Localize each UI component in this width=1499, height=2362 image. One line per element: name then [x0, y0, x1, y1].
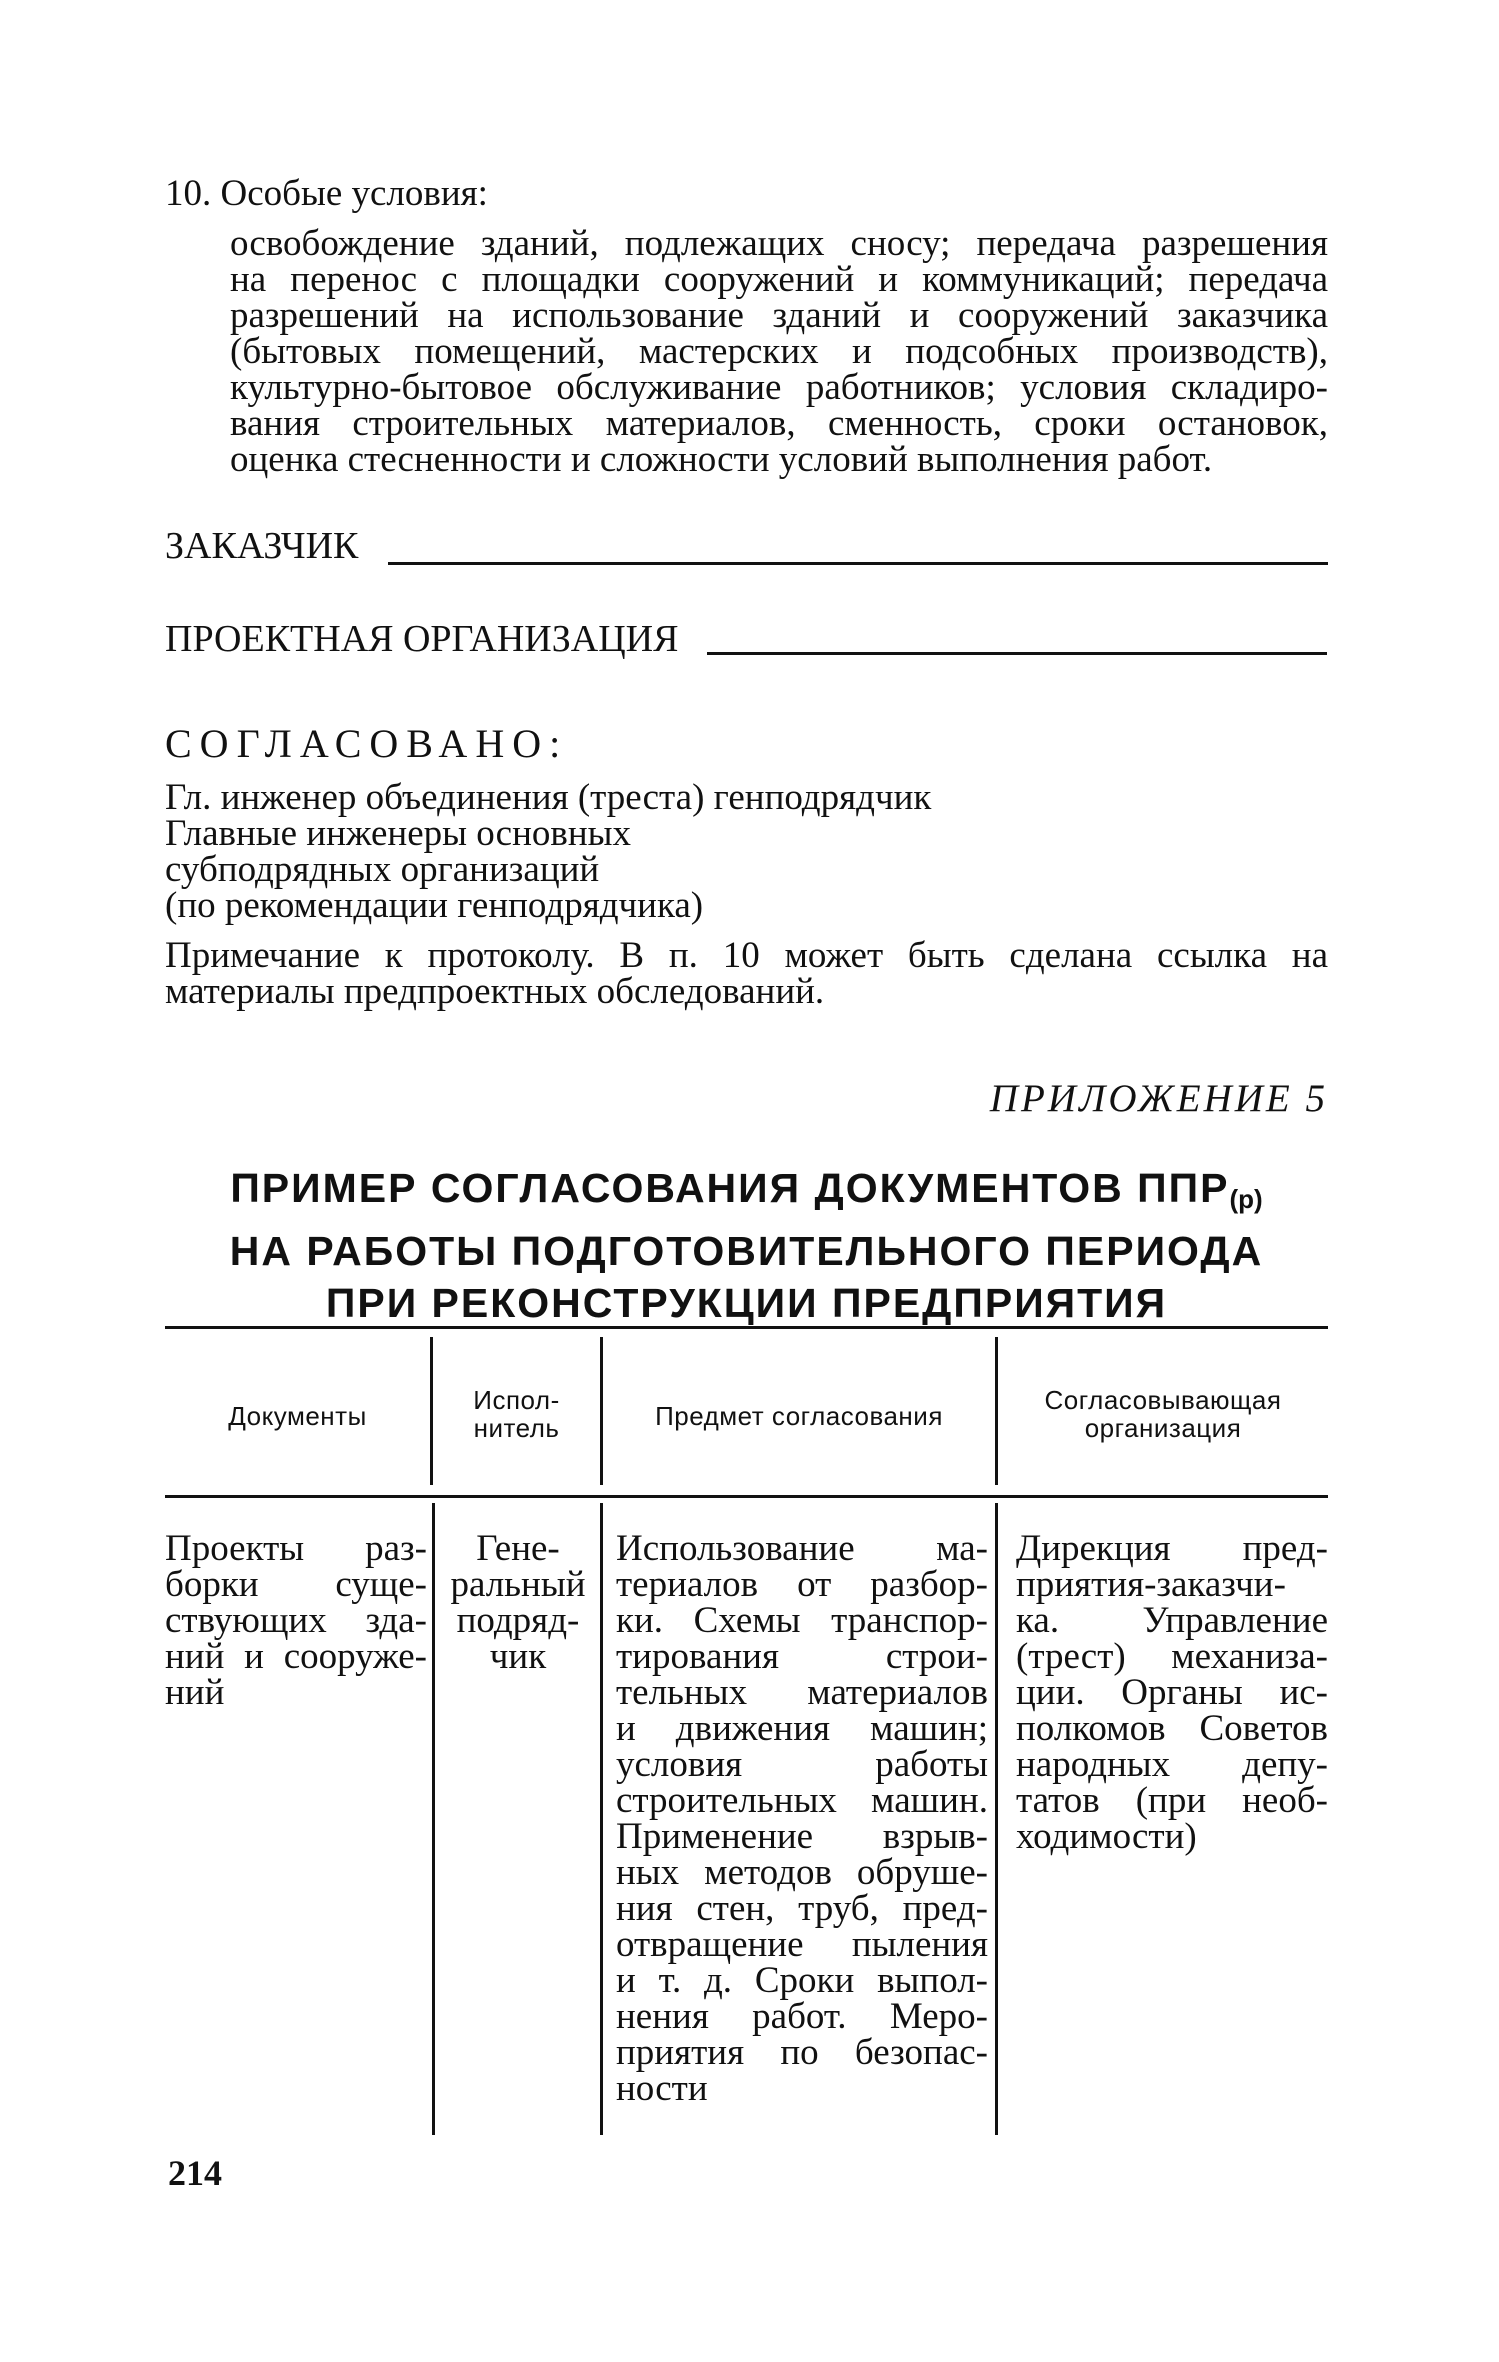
appendix-label: ПРИЛОЖЕНИЕ 5	[989, 1077, 1328, 1120]
text-line: культурно-бытовое обслуживание работников; условия складиро-	[230, 367, 1328, 408]
text-line: народных депу-	[1016, 1744, 1328, 1785]
page-number: 214	[168, 2153, 222, 2193]
text-line: разрешений на использование зданий и сооружений заказчика	[230, 295, 1328, 336]
text-line: тирования строи-	[616, 1636, 988, 1677]
body-divider-3	[995, 1503, 998, 2135]
text-line: подряд-	[456, 1600, 580, 1641]
appendix-title	[165, 1162, 1328, 1329]
text-line: строительных машин.	[616, 1780, 988, 1821]
text-line: на перенос с площадки сооружений и коммуникаций; передача	[230, 259, 1328, 300]
approved-title: СОГЛАСОВАНО:	[165, 721, 569, 766]
text-line: татов (при необ-	[1016, 1780, 1328, 1821]
text-line: оценка стесненности и сложности условий выполнения работ.	[230, 439, 1213, 480]
table-cell-executor	[438, 1528, 598, 1677]
text-line: отвращение пыления	[616, 1924, 988, 1965]
text-line: чик	[489, 1636, 547, 1677]
text-line: и т. д. Сроки выпол-	[616, 1960, 988, 2001]
text-line: ки. Схемы транспор-	[616, 1600, 988, 1641]
header-executor: Испол- нитель	[473, 1385, 560, 1443]
text-line: и движения машин;	[616, 1708, 988, 1749]
table-cell-subject	[616, 1528, 988, 2109]
section-10-body	[230, 223, 1328, 480]
body-divider-2	[600, 1503, 603, 2135]
header-organization: Согласовывающая организация	[1044, 1385, 1282, 1443]
appendix-title-line-2: НА РАБОТЫ ПОДГОТОВИТЕЛЬНОГО ПЕРИОДА	[229, 1228, 1264, 1274]
text-line: Использование ма-	[616, 1528, 988, 1569]
text-line: приятия по безопас-	[616, 2032, 988, 2073]
table-cell-documents	[165, 1528, 427, 1713]
design-org-label: ПРОЕКТНАЯ ОРГАНИЗАЦИЯ	[165, 618, 679, 660]
text-line: субподрядных организаций	[165, 849, 600, 890]
text-line: ции. Органы ис-	[1016, 1672, 1328, 1713]
text-line: вания строительных материалов, сменность, сроки остановок,	[230, 403, 1328, 444]
note-line-1: Примечание к протоколу. В п. 10 может быть сделана ссылка на	[165, 935, 1328, 976]
text-line: Гл. инженер объединения (треста) генподрядчик	[165, 777, 932, 818]
appendix-title-line-3: ПРИ РЕКОНСТРУКЦИИ ПРЕДПРИЯТИЯ	[325, 1280, 1168, 1326]
text-line: (трест) механиза-	[1016, 1636, 1328, 1677]
text-line: Гене-	[476, 1528, 560, 1569]
text-line: условия работы	[616, 1744, 988, 1785]
text-line: тельных материалов	[616, 1672, 988, 1713]
text-line: нения работ. Меро-	[616, 1996, 988, 2037]
text-line: приятия-заказчи-	[1016, 1564, 1286, 1605]
body-divider-1	[432, 1503, 435, 2135]
text-line: ний и сооруже-	[165, 1636, 427, 1677]
text-line: Применение взрыв-	[616, 1816, 988, 1857]
text-line: Главные инженеры основных	[165, 813, 632, 854]
note	[165, 935, 1328, 1012]
customer-label: ЗАКАЗЧИК	[165, 525, 359, 567]
text-line: териалов от разбор-	[616, 1564, 988, 1605]
table-header-rule	[165, 1495, 1328, 1498]
header-documents: Документы	[228, 1401, 367, 1431]
design-org-signature-line	[707, 652, 1327, 655]
text-line: (по рекомендации генподрядчика)	[165, 885, 704, 926]
section-10-heading: 10. Особые условия:	[165, 173, 488, 214]
text-line: ральный	[450, 1564, 586, 1605]
table-top-rule	[165, 1326, 1328, 1329]
note-line-2: материалы предпроектных обследований.	[165, 971, 825, 1012]
header-subject: Предмет согласования	[655, 1401, 943, 1431]
text-line: ходимости)	[1016, 1816, 1197, 1857]
text-line: (бытовых помещений, мастерских и подсобных производств),	[230, 331, 1328, 372]
text-line: ний	[165, 1672, 225, 1713]
appendix-title-line-1: ПРИМЕР СОГЛАСОВАНИЯ ДОКУМЕНТОВ ППР(р)	[230, 1165, 1263, 1214]
table-cell-organization	[1016, 1528, 1328, 1857]
text-line: ных методов обруше-	[616, 1852, 988, 1893]
text-line: Дирекция пред-	[1016, 1528, 1328, 1569]
customer-signature-line	[388, 562, 1328, 565]
text-line: ка. Управление	[1016, 1600, 1328, 1641]
text-line: полкомов Советов	[1016, 1708, 1328, 1749]
text-line: Проекты раз-	[165, 1528, 427, 1569]
text-line: ности	[616, 2068, 708, 2109]
text-line: ния стен, труб, пред-	[616, 1888, 988, 1929]
approved-list	[165, 777, 932, 926]
text-line: освобождение зданий, подлежащих сносу; передача разрешения	[230, 223, 1328, 264]
text-line: ствующих зда-	[165, 1600, 427, 1641]
text-line: борки суще-	[165, 1564, 427, 1605]
